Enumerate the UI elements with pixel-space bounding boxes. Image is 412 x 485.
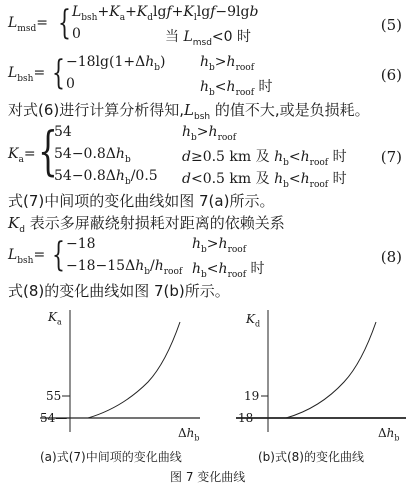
eq5-brace: { xyxy=(58,3,71,43)
figure-b-plot xyxy=(206,300,412,443)
figure-b-ylabel: $K_d$ xyxy=(246,312,261,329)
figure-a xyxy=(0,300,206,465)
eq6-row1-right: $h_b>h_{roof}$ xyxy=(200,54,255,73)
eq5-number: (5) xyxy=(380,16,402,34)
figure-a-curve xyxy=(88,322,180,418)
eq7-row2-right: d≥0.5 km 及 $h_b<h_{roof}$ 时 xyxy=(182,149,347,168)
eq6-row2-left: 0 xyxy=(66,76,75,92)
paragraph-3: $K_d$ 表示多屏蔽绕射损耗对距离的依赖关系 xyxy=(8,214,285,235)
eq6-row2-right: $h_b<h_{roof}$ 时 xyxy=(200,79,273,98)
figure-caption: 图 7 变化曲线 xyxy=(170,470,246,484)
eq6-lhs: $L_{bsh}=$ xyxy=(8,65,46,84)
eq7-row3-left: $54-0.8\Delta h_b/0.5$ xyxy=(54,168,158,187)
figure-b-xlabel: $\Delta h_b$ xyxy=(378,426,400,443)
figure-a-caption: (a)式(7)中间项的变化曲线 xyxy=(40,450,182,464)
eq5-row2-left: 0 xyxy=(72,26,81,42)
figure-a-tick-top: 55 xyxy=(46,389,62,403)
equation-5 xyxy=(0,2,412,46)
eq8-row2-left: $-18-15\Delta h_b/h_{roof}$ xyxy=(66,258,183,277)
eq7-lhs: $K_a=$ xyxy=(8,146,36,165)
figure-b-caption: (b)式(8)的变化曲线 xyxy=(258,450,364,464)
eq5-lhs: $L_{msd}=$ xyxy=(8,15,48,34)
figure-a-xlabel: $\Delta h_b$ xyxy=(178,426,200,443)
eq7-row3-right: d<0.5 km 及 $h_b<h_{roof}$ 时 xyxy=(182,171,347,190)
eq8-brace: { xyxy=(52,235,65,275)
eq7-brace: { xyxy=(38,122,58,182)
figure-b-tick-top: 19 xyxy=(244,389,260,403)
paragraph-2: 式(7)中间项的变化曲线如图 7(a)所示。 xyxy=(8,192,275,210)
figure-a-ylabel: $K_a$ xyxy=(48,310,62,327)
eq8-row2-right: $h_b<h_{roof}$ 时 xyxy=(192,261,265,280)
eq7-row1-left: 54 xyxy=(54,124,72,140)
eq7-number: (7) xyxy=(380,148,402,166)
figure-b xyxy=(206,300,412,465)
equation-7 xyxy=(0,122,412,188)
eq6-number: (6) xyxy=(380,66,402,84)
eq8-number: (8) xyxy=(380,248,402,266)
figure-a-tick-bottom: 54— xyxy=(40,411,68,425)
eq5-row1: $L_{bsh}+K_a+K_d\lg f+K_l\lg f-9\lg b$ xyxy=(72,4,259,23)
eq8-row1-right: $h_b>h_{roof}$ xyxy=(192,236,247,255)
eq8-row1-left: −18 xyxy=(66,236,96,252)
eq7-row2-left: $54-0.8\Delta h_b$ xyxy=(54,146,131,165)
eq7-row1-right: $h_b>h_{roof}$ xyxy=(182,124,237,143)
figure-a-plot xyxy=(0,300,206,443)
eq6-brace: { xyxy=(52,53,65,93)
eq8-lhs: $L_{bsh}=$ xyxy=(8,247,46,266)
figure-b-curve xyxy=(286,322,376,418)
eq5-row2-right: 当 $L_{msd}<0$ 时 xyxy=(165,29,252,48)
eq6-row1-left: $-18\lg(1+\Delta h_b)$ xyxy=(66,54,166,73)
equation-8 xyxy=(0,234,412,278)
paragraph-4: 式(8)的变化曲线如图 7(b)所示。 xyxy=(8,282,230,300)
paragraph-1: 对式(6)进行计算分析得知$,L_{bsh}$ 的值不大,或是负损耗。 xyxy=(8,101,370,122)
equation-6 xyxy=(0,52,412,96)
figure-b-tick-bottom: 18 xyxy=(238,411,254,425)
